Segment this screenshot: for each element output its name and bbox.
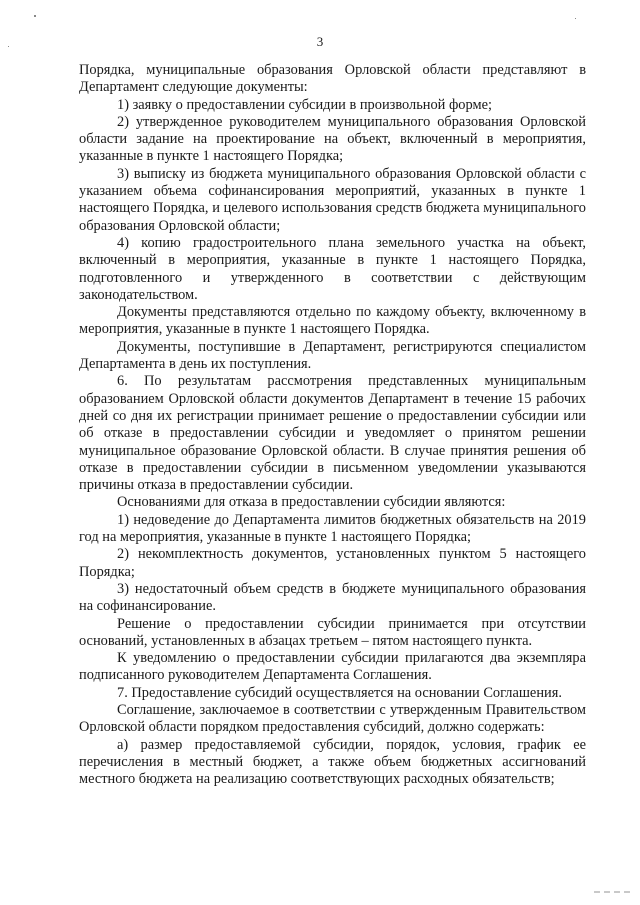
list-item-urban-plan: 4) копию градостроительного плана земельного участка на объект, включенный в мероприятия, указанные в пункте 1 настоящего Порядка, подготовленного и утвержденного в соответствии с действующим законодательством. (79, 234, 586, 303)
paragraph-notification: К уведомлению о предоставлении субсидии прилагаются два экземпляра подписанного руководителем Департамента Соглашения. (79, 650, 586, 684)
paragraph-decision: Решение о предоставлении субсидии принимается при отсутствии оснований, установленных в абзацах третьем – пятом настоящего пункта. (79, 615, 586, 649)
document-body (79, 62, 586, 788)
paragraph-documents-registration: Документы, поступившие в Департамент, регистрируются специалистом Департамента в день их поступления. (79, 338, 586, 373)
paragraph-refusal-grounds: Основаниями для отказа в предоставлении субсидии являются: (117, 494, 506, 511)
clause-7: 7. Предоставление субсидий осуществляется на основании Соглашения. (117, 684, 562, 701)
list-item-ground-limits: 1) недоведение до Департамента лимитов бюджетных обязательств на 2019 год на мероприятия, указанные в пункте 1 настоящего Порядка; (79, 511, 586, 546)
paragraph-documents-per-object: Документы представляются отдельно по каждому объекту, включенному в мероприятия, указанные в пункте 1 настоящего Порядка. (79, 304, 586, 338)
list-item-agreement-a: а) размер предоставляемой субсидии, порядок, условия, график ее перечисления в местный бюджет, а также объем бюджетных ассигнований местного бюджета на реализацию соответствующих расходных обязательств; (79, 736, 586, 788)
list-item-ground-insufficient: 3) недостаточный объем средств в бюджете муниципального образования на софинансирование. (79, 580, 586, 615)
list-item-budget-extract: 3) выписку из бюджета муниципального образования Орловской области с указанием объема софинансирования мероприятий, указанных в пункте 1 настоящего Порядка, и целевого использования средств бюджета муниципального образования Орловской области; (79, 165, 586, 234)
scan-speck (575, 18, 576, 19)
page-number: 3 (316, 34, 324, 49)
list-item-design-task: 2) утвержденное руководителем муниципального образования Орловской области задание на проектирование на объект, включенный в мероприятия, указанные в пункте 1 настоящего Порядка; (79, 113, 586, 165)
paragraph-agreement: Соглашение, заключаемое в соответствии с утвержденным Правительством Орловской области порядком предоставления субсидий, должно содержать: (79, 701, 586, 736)
list-item-ground-incomplete: 2) некомплектность документов, установленных пунктом 5 настоящего Порядка; (79, 546, 586, 580)
list-item-application: 1) заявку о предоставлении субсидии в произвольной форме; (117, 96, 492, 113)
scan-edge-mark (594, 891, 634, 893)
scan-speck (34, 15, 36, 17)
paragraph-continuation: Порядка, муниципальные образования Орловской области представляют в Департамент следующие документы: (79, 62, 586, 96)
clause-6: 6. По результатам рассмотрения представленных муниципальным образованием Орловской области документов Департамент в течение 15 рабочих дней со дня их регистрации принимает решение о предоставлении субсидии или об отказе в предоставлении субсидии и уведомляет о принятом решении муниципальное образование Орловской области. В случае принятия решения об отказе в предоставлении субсидии в письменном уведомлении указываются причины отказа в предоставлении субсидии. (79, 373, 586, 494)
